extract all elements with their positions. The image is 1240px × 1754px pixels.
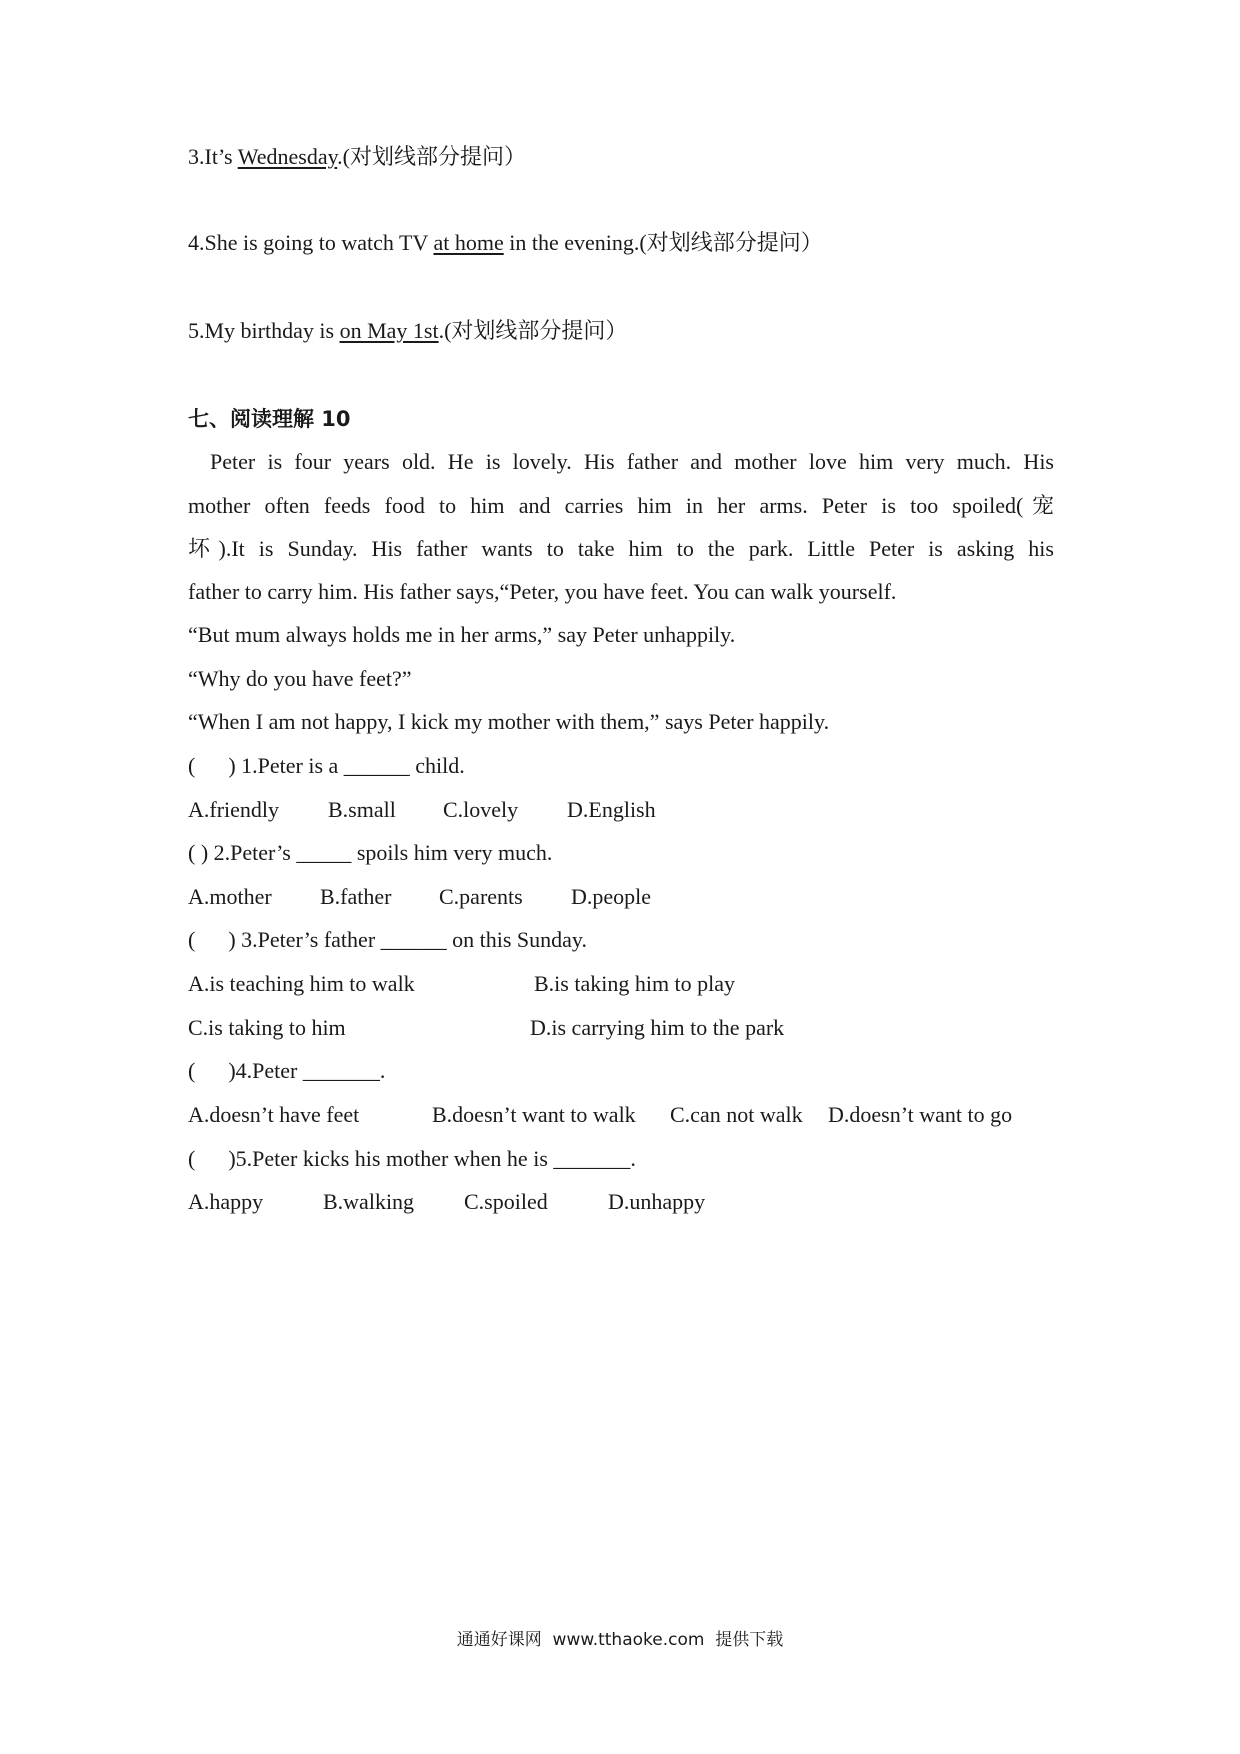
option-d: D.English <box>567 797 656 822</box>
passage-line: “When I am not happy, I kick my mother with them,” says Peter happily. <box>188 709 830 734</box>
option-d: D.doesn’t want to go <box>828 1102 1013 1127</box>
underlined-phrase: on May 1st <box>339 318 439 343</box>
question-stem: ( ) 1.Peter is a ______ child. <box>188 753 465 778</box>
question-stem: ( )5.Peter kicks his mother when he is _______. <box>188 1146 636 1171</box>
option-a: A.friendly <box>188 797 280 822</box>
passage-line: 坏).It is Sunday. His father wants to take him to the park. Little Peter is asking his <box>188 536 1054 561</box>
option-a: A.mother <box>188 884 272 909</box>
question-stem: ( )4.Peter _______. <box>188 1058 386 1083</box>
option-b: B.is taking him to play <box>534 971 736 996</box>
passage-line: “Why do you have feet?” <box>188 666 412 691</box>
underlined-phrase: at home <box>433 230 504 255</box>
section-heading: 七、阅读理解 10 <box>188 407 351 431</box>
option-c: C.parents <box>439 884 523 909</box>
question-stem: ( ) 2.Peter’s _____ spoils him very much. <box>188 840 553 865</box>
option-a: A.is teaching him to walk <box>188 971 415 996</box>
question-3-rewrite: 3.It’s Wednesday.(对划线部分提问） <box>188 144 526 169</box>
question-4-rewrite: 4.She is going to watch TV at home in the evening.(对划线部分提问） <box>188 230 823 255</box>
question-stem: ( ) 3.Peter’s father ______ on this Sunday. <box>188 927 587 952</box>
option-b: B.doesn’t want to walk <box>432 1102 636 1127</box>
passage-line: father to carry him. His father says,“Peter, you have feet. You can walk yourself. <box>188 579 897 604</box>
option-c: C.can not walk <box>670 1102 803 1127</box>
passage-line: Peter is four years old. He is lovely. His father and mother love him very much. His <box>210 449 1054 474</box>
option-a: A.doesn’t have feet <box>188 1102 360 1127</box>
option-d: D.is carrying him to the park <box>530 1015 785 1040</box>
page-footer: 通通好课网 www.tthaoke.com 提供下载 <box>456 1630 784 1650</box>
option-b: B.father <box>320 884 392 909</box>
option-c: C.is taking to him <box>188 1015 346 1040</box>
option-c: C.lovely <box>443 797 519 822</box>
passage-line: “But mum always holds me in her arms,” say Peter unhappily. <box>188 622 736 647</box>
underlined-phrase: Wednesday <box>237 144 338 169</box>
question-5-rewrite: 5.My birthday is on May 1st.(对划线部分提问） <box>188 318 628 343</box>
option-d: D.people <box>571 884 652 909</box>
passage-line: mother often feeds food to him and carries him in her arms. Peter is too spoiled(宠 <box>188 493 1054 518</box>
option-c: C.spoiled <box>464 1189 548 1214</box>
option-b: B.small <box>328 797 396 822</box>
option-a: A.happy <box>188 1189 264 1214</box>
option-b: B.walking <box>323 1189 415 1214</box>
option-d: D.unhappy <box>608 1189 706 1214</box>
